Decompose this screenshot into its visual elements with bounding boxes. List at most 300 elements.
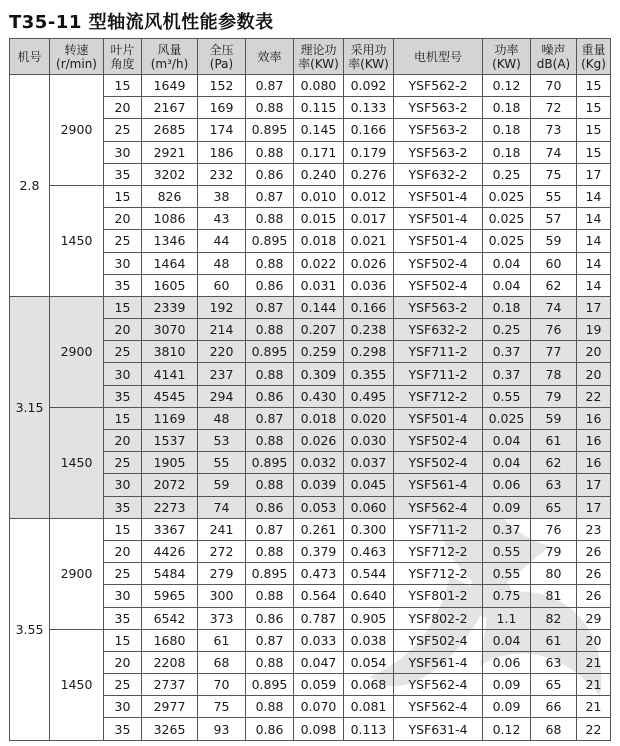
table-cell: 20 [104,651,142,673]
table-cell: 0.37 [483,363,531,385]
table-cell: 15 [104,296,142,318]
table-cell: 2977 [142,696,198,718]
table-cell: 29 [577,607,611,629]
table-cell: 35 [104,607,142,629]
table-cell: 0.787 [294,607,344,629]
table-cell: 15 [104,407,142,429]
table-cell: 2072 [142,474,198,496]
table-cell: YSF561-4 [394,651,483,673]
machine-number-cell: 3.55 [10,518,50,740]
table-cell: 220 [198,341,246,363]
column-header: 效率 [246,39,294,75]
machine-number-cell: 2.8 [10,75,50,297]
table-cell: 0.09 [483,496,531,518]
column-header: 功率 (KW) [483,39,531,75]
table-cell: 0.87 [246,296,294,318]
table-cell: 0.544 [344,563,394,585]
table-cell: 0.145 [294,119,344,141]
table-cell: YSF502-4 [394,452,483,474]
table-cell: YSF711-2 [394,363,483,385]
table-cell: 0.88 [246,474,294,496]
table-cell: 0.87 [246,185,294,207]
table-cell: 0.18 [483,97,531,119]
table-cell: 0.473 [294,563,344,585]
table-cell: YSF802-2 [394,607,483,629]
table-cell: YSF502-4 [394,629,483,651]
table-cell: 0.017 [344,208,394,230]
table-cell: 0.86 [246,274,294,296]
table-cell: 0.895 [246,674,294,696]
table-cell: 0.88 [246,363,294,385]
table-cell: 2208 [142,651,198,673]
table-cell: 30 [104,141,142,163]
table-cell: 0.166 [344,119,394,141]
table-cell: 30 [104,474,142,496]
table-cell: 0.098 [294,718,344,740]
table-row [10,518,611,540]
table-cell: 1605 [142,274,198,296]
table-cell: 17 [577,496,611,518]
page-title: T35-11 型轴流风机性能参数表 [9,12,274,33]
table-cell: 62 [531,274,577,296]
column-header: 叶片 角度 [104,39,142,75]
table-cell: 0.171 [294,141,344,163]
table-cell: 63 [531,651,577,673]
speed-cell: 2900 [50,518,104,629]
table-cell: 0.060 [344,496,394,518]
table-cell: 1464 [142,252,198,274]
table-cell: 1680 [142,629,198,651]
table-cell: 0.88 [246,651,294,673]
table-cell: 3367 [142,518,198,540]
table-cell: 25 [104,452,142,474]
table-cell: 4141 [142,363,198,385]
table-cell: 2273 [142,496,198,518]
table-cell: 0.905 [344,607,394,629]
table-cell: 0.030 [344,430,394,452]
table-cell: 186 [198,141,246,163]
machine-number-cell: 3.15 [10,296,50,518]
table-header-row [10,39,611,75]
table-cell: 25 [104,341,142,363]
table-cell: 22 [577,718,611,740]
table-cell: 1537 [142,430,198,452]
table-cell: 0.55 [483,540,531,562]
table-cell: 192 [198,296,246,318]
table-cell: 0.564 [294,585,344,607]
table-cell: 0.026 [294,430,344,452]
table-cell: 62 [531,452,577,474]
table-cell: 25 [104,563,142,585]
table-cell: 0.86 [246,718,294,740]
table-cell: 14 [577,230,611,252]
table-cell: 48 [198,407,246,429]
table-row [10,296,611,318]
table-cell: 0.06 [483,651,531,673]
table-cell: 152 [198,75,246,97]
table-cell: 0.166 [344,296,394,318]
table-row [10,185,611,207]
table-cell: 14 [577,208,611,230]
table-cell: 14 [577,274,611,296]
table-cell: 16 [577,452,611,474]
table-cell: 30 [104,252,142,274]
table-cell: 0.037 [344,452,394,474]
table-cell: 16 [577,430,611,452]
table-cell: 0.430 [294,385,344,407]
table-cell: 60 [531,252,577,274]
table-cell: 0.010 [294,185,344,207]
table-cell: 3202 [142,163,198,185]
column-header: 理论功 率(KW) [294,39,344,75]
table-cell: 17 [577,474,611,496]
table-cell: 20 [577,363,611,385]
table-cell: 72 [531,97,577,119]
table-cell: 30 [104,363,142,385]
speed-cell: 1450 [50,629,104,740]
table-cell: 0.022 [294,252,344,274]
table-cell: 0.25 [483,163,531,185]
table-cell: 0.463 [344,540,394,562]
table-cell: 0.261 [294,518,344,540]
table-cell: YSF711-2 [394,518,483,540]
table-cell: 15 [104,518,142,540]
table-cell: 65 [531,496,577,518]
table-cell: 232 [198,163,246,185]
table-cell: 0.495 [344,385,394,407]
table-cell: YSF562-4 [394,674,483,696]
table-cell: 48 [198,252,246,274]
table-cell: 55 [198,452,246,474]
table-cell: 20 [104,97,142,119]
table-cell: 0.86 [246,385,294,407]
table-cell: 3070 [142,319,198,341]
table-cell: 0.047 [294,651,344,673]
table-cell: 14 [577,185,611,207]
table-cell: 0.87 [246,629,294,651]
table-cell: 20 [104,430,142,452]
table-cell: 15 [104,75,142,97]
table-cell: YSF502-4 [394,430,483,452]
table-body [10,75,611,741]
table-cell: 0.88 [246,319,294,341]
table-cell: 77 [531,341,577,363]
table-cell: 0.238 [344,319,394,341]
table-cell: 82 [531,607,577,629]
table-cell: 0.018 [294,230,344,252]
table-cell: 1.1 [483,607,531,629]
table-cell: 74 [531,296,577,318]
table-cell: 76 [531,319,577,341]
table-cell: 1905 [142,452,198,474]
table-cell: 0.895 [246,341,294,363]
table-cell: 17 [577,296,611,318]
table-cell: 2167 [142,97,198,119]
table-cell: 20 [104,319,142,341]
table-cell: 35 [104,718,142,740]
table-cell: 38 [198,185,246,207]
table-cell: 6542 [142,607,198,629]
table-cell: YSF632-2 [394,163,483,185]
table-cell: 0.015 [294,208,344,230]
table-cell: 0.88 [246,252,294,274]
table-cell: 0.18 [483,119,531,141]
table-cell: 15 [104,629,142,651]
table-cell: 272 [198,540,246,562]
table-cell: YSF501-4 [394,407,483,429]
table-cell: 1649 [142,75,198,97]
table-cell: 0.04 [483,252,531,274]
table-cell: 0.355 [344,363,394,385]
table-cell: 14 [577,252,611,274]
table-cell: 294 [198,385,246,407]
table-cell: 79 [531,385,577,407]
table-cell: 74 [531,141,577,163]
table-cell: 237 [198,363,246,385]
table-cell: 2339 [142,296,198,318]
table-cell: 17 [577,163,611,185]
column-header: 噪声 dB(A) [531,39,577,75]
table-row [10,75,611,97]
table-row [10,629,611,651]
table-cell: 0.12 [483,75,531,97]
table-cell: 68 [198,651,246,673]
table-cell: 0.86 [246,163,294,185]
table-cell: 68 [531,718,577,740]
table-cell: 30 [104,696,142,718]
table-cell: 0.020 [344,407,394,429]
table-cell: 1346 [142,230,198,252]
table-cell: 0.86 [246,496,294,518]
table-cell: YSF501-4 [394,208,483,230]
table-cell: 0.37 [483,518,531,540]
table-cell: 53 [198,430,246,452]
table-cell: 0.87 [246,407,294,429]
table-cell: 59 [198,474,246,496]
column-header: 采用功 率(KW) [344,39,394,75]
table-cell: 0.026 [344,252,394,274]
table-cell: 0.18 [483,141,531,163]
table-cell: 373 [198,607,246,629]
table-cell: 44 [198,230,246,252]
table-cell: 0.37 [483,341,531,363]
table-cell: 0.025 [483,208,531,230]
table-cell: 0.88 [246,696,294,718]
speed-cell: 2900 [50,296,104,407]
table-cell: YSF631-4 [394,718,483,740]
table-cell: 0.081 [344,696,394,718]
table-cell: 0.053 [294,496,344,518]
table-cell: 0.039 [294,474,344,496]
table-cell: 63 [531,474,577,496]
table-cell: 1086 [142,208,198,230]
table-cell: YSF563-2 [394,141,483,163]
table-cell: 0.038 [344,629,394,651]
table-cell: YSF712-2 [394,540,483,562]
table-cell: 19 [577,319,611,341]
table-cell: 0.092 [344,75,394,97]
table-cell: 0.298 [344,341,394,363]
table-cell: YSF801-2 [394,585,483,607]
table-cell: YSF712-2 [394,563,483,585]
table-cell: 0.88 [246,208,294,230]
table-cell: 61 [531,430,577,452]
column-header: 重量 (Kg) [577,39,611,75]
table-cell: 0.88 [246,585,294,607]
table-cell: 0.070 [294,696,344,718]
table-cell: 57 [531,208,577,230]
table-cell: 0.025 [483,407,531,429]
table-cell: 35 [104,385,142,407]
table-cell: 15 [577,119,611,141]
table-cell: 0.309 [294,363,344,385]
table-cell: 0.240 [294,163,344,185]
table-cell: 20 [104,208,142,230]
table-cell: 3265 [142,718,198,740]
table-cell: 2685 [142,119,198,141]
table-cell: 75 [531,163,577,185]
table-cell: YSF502-4 [394,274,483,296]
table-cell: 26 [577,563,611,585]
table-cell: 0.259 [294,341,344,363]
table-cell: 0.640 [344,585,394,607]
table-cell: YSF562-4 [394,696,483,718]
table-cell: 35 [104,163,142,185]
table-cell: 0.04 [483,452,531,474]
table-cell: 20 [577,341,611,363]
table-cell: 826 [142,185,198,207]
table-cell: 15 [577,75,611,97]
table-cell: YSF502-4 [394,252,483,274]
table-cell: 0.88 [246,540,294,562]
table-cell: 26 [577,585,611,607]
table-cell: 74 [198,496,246,518]
table-cell: 16 [577,407,611,429]
table-cell: 0.080 [294,75,344,97]
table-cell: 20 [104,540,142,562]
table-cell: 26 [577,540,611,562]
table-cell: YSF711-2 [394,341,483,363]
table-cell: 70 [531,75,577,97]
table-cell: 59 [531,230,577,252]
table-cell: 73 [531,119,577,141]
table-cell: 61 [198,629,246,651]
table-cell: 61 [531,629,577,651]
table-cell: YSF562-2 [394,75,483,97]
table-cell: 1169 [142,407,198,429]
table-cell: 35 [104,496,142,518]
table-cell: 35 [104,274,142,296]
table-cell: 25 [104,230,142,252]
table-cell: YSF501-4 [394,185,483,207]
table-cell: 0.379 [294,540,344,562]
table-cell: 0.88 [246,141,294,163]
table-cell: 0.04 [483,629,531,651]
table-cell: 21 [577,696,611,718]
table-cell: 25 [104,674,142,696]
table-cell: 300 [198,585,246,607]
table-cell: 3810 [142,341,198,363]
table-cell: 93 [198,718,246,740]
table-cell: 2921 [142,141,198,163]
table-cell: 0.032 [294,452,344,474]
table-cell: 169 [198,97,246,119]
table-cell: 4426 [142,540,198,562]
table-cell: YSF563-2 [394,296,483,318]
table-cell: 76 [531,518,577,540]
table-cell: YSF562-4 [394,496,483,518]
table-cell: 0.033 [294,629,344,651]
table-cell: 0.276 [344,163,394,185]
table-cell: 0.045 [344,474,394,496]
table-cell: 0.04 [483,430,531,452]
table-cell: 0.054 [344,651,394,673]
table-cell: 4545 [142,385,198,407]
table-cell: 0.179 [344,141,394,163]
table-cell: 0.895 [246,563,294,585]
table-cell: YSF563-2 [394,97,483,119]
table-cell: 0.059 [294,674,344,696]
table-cell: 22 [577,385,611,407]
table-cell: 80 [531,563,577,585]
table-cell: 0.025 [483,230,531,252]
table-cell: 78 [531,363,577,385]
table-cell: 0.88 [246,430,294,452]
table-cell: 0.207 [294,319,344,341]
fan-performance-table [9,38,611,741]
table-cell: 75 [198,696,246,718]
column-header: 风量 (m³/h) [142,39,198,75]
speed-cell: 1450 [50,407,104,518]
table-cell: 0.55 [483,385,531,407]
table-cell: 214 [198,319,246,341]
table-cell: 0.75 [483,585,531,607]
speed-cell: 1450 [50,185,104,296]
table-cell: 0.113 [344,718,394,740]
table-cell: 0.144 [294,296,344,318]
table-cell: 279 [198,563,246,585]
table-cell: 60 [198,274,246,296]
table-cell: YSF712-2 [394,385,483,407]
table-cell: 81 [531,585,577,607]
table-cell: 0.87 [246,518,294,540]
column-header: 全压 (Pa) [198,39,246,75]
table-cell: 0.88 [246,97,294,119]
table-cell: 15 [577,97,611,119]
table-cell: 0.021 [344,230,394,252]
table-cell: 30 [104,585,142,607]
table-cell: 0.09 [483,696,531,718]
table-cell: 55 [531,185,577,207]
table-row [10,407,611,429]
table-cell: 0.55 [483,563,531,585]
table-cell: 0.300 [344,518,394,540]
table-cell: 59 [531,407,577,429]
table-cell: 0.06 [483,474,531,496]
column-header: 转速 (r/min) [50,39,104,75]
table-cell: 79 [531,540,577,562]
table-cell: 0.86 [246,607,294,629]
table-cell: 241 [198,518,246,540]
table-cell: YSF632-2 [394,319,483,341]
table-cell: 43 [198,208,246,230]
table-cell: 5484 [142,563,198,585]
table-cell: 15 [104,185,142,207]
table-cell: YSF501-4 [394,230,483,252]
table-cell: 66 [531,696,577,718]
table-cell: 0.031 [294,274,344,296]
table-cell: 0.115 [294,97,344,119]
